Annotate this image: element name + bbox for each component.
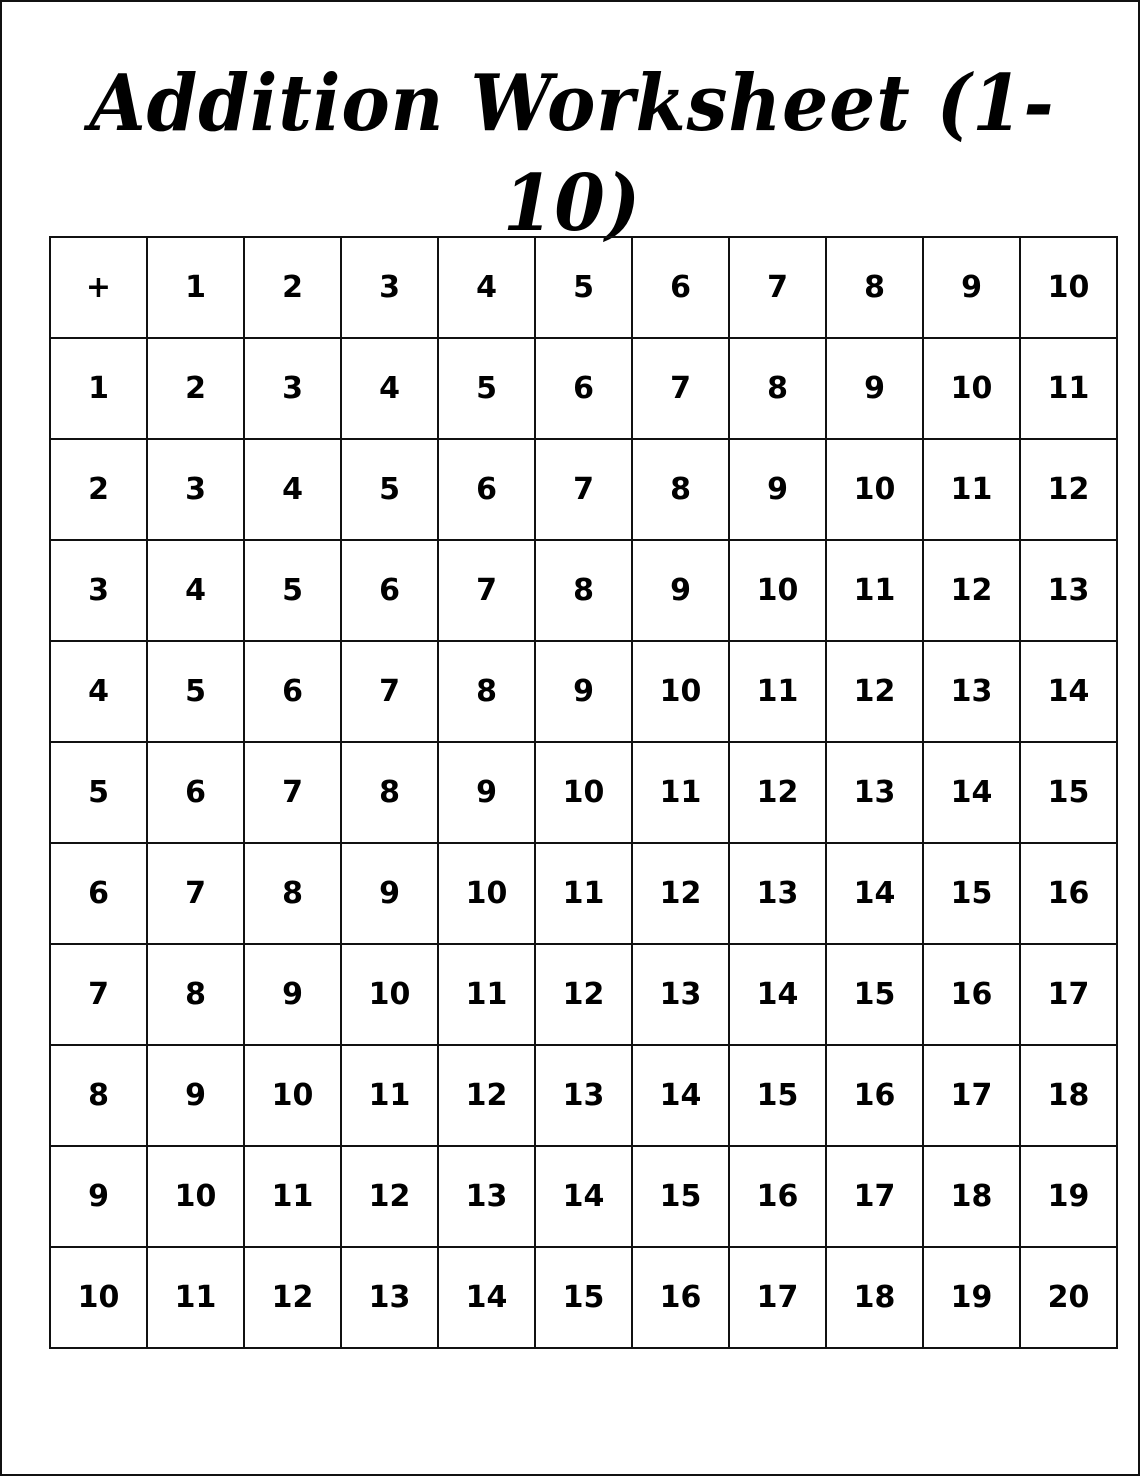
sum-cell: 9 [341,843,438,944]
sum-cell: 14 [632,1045,729,1146]
sum-cell: 5 [244,540,341,641]
sum-cell: 7 [632,338,729,439]
sum-cell: 12 [244,1247,341,1348]
sum-cell: 4 [147,540,244,641]
sum-cell: 13 [1020,540,1117,641]
table-row [50,944,1117,1045]
sum-cell: 7 [244,742,341,843]
sum-cell: 20 [1020,1247,1117,1348]
sum-cell: 6 [438,439,535,540]
sum-cell: 15 [632,1146,729,1247]
table-row [50,439,1117,540]
sum-cell: 9 [438,742,535,843]
sum-cell: 10 [923,338,1020,439]
sum-cell: 14 [826,843,923,944]
sum-cell: 9 [826,338,923,439]
sum-cell: 7 [438,540,535,641]
sum-cell: 11 [826,540,923,641]
sum-cell: 6 [535,338,632,439]
sum-cell: 4 [244,439,341,540]
sum-cell: 10 [826,439,923,540]
row-header-cell: 10 [50,1247,147,1348]
sum-cell: 19 [1020,1146,1117,1247]
column-header-cell: 3 [341,237,438,338]
column-header-cell: 1 [147,237,244,338]
header-row [50,237,1117,338]
sum-cell: 13 [826,742,923,843]
sum-cell: 16 [826,1045,923,1146]
sum-cell: 10 [147,1146,244,1247]
sum-cell: 19 [923,1247,1020,1348]
sum-cell: 14 [729,944,826,1045]
sum-cell: 16 [1020,843,1117,944]
sum-cell: 12 [729,742,826,843]
sum-cell: 11 [438,944,535,1045]
sum-cell: 10 [341,944,438,1045]
sum-cell: 14 [1020,641,1117,742]
sum-cell: 11 [923,439,1020,540]
sum-cell: 10 [729,540,826,641]
worksheet-title: Addition Worksheet (1-10) [89,58,1055,249]
sum-cell: 8 [147,944,244,1045]
sum-cell: 10 [632,641,729,742]
table-row [50,1045,1117,1146]
sum-cell: 7 [147,843,244,944]
column-header-cell: 4 [438,237,535,338]
sum-cell: 11 [244,1146,341,1247]
sum-cell: 13 [632,944,729,1045]
sum-cell: 9 [535,641,632,742]
sum-cell: 8 [438,641,535,742]
sum-cell: 9 [244,944,341,1045]
table-row [50,338,1117,439]
sum-cell: 12 [438,1045,535,1146]
sum-cell: 13 [729,843,826,944]
sum-cell: 10 [244,1045,341,1146]
corner-plus-cell: + [50,237,147,338]
row-header-cell: 4 [50,641,147,742]
column-header-cell: 7 [729,237,826,338]
sum-cell: 12 [826,641,923,742]
row-header-cell: 9 [50,1146,147,1247]
sum-cell: 11 [1020,338,1117,439]
sum-cell: 9 [729,439,826,540]
sum-cell: 17 [729,1247,826,1348]
sum-cell: 11 [632,742,729,843]
sum-cell: 18 [1020,1045,1117,1146]
sum-cell: 7 [341,641,438,742]
row-header-cell: 5 [50,742,147,843]
column-header-cell: 10 [1020,237,1117,338]
sum-cell: 15 [729,1045,826,1146]
sum-cell: 15 [923,843,1020,944]
table-row [50,540,1117,641]
sum-cell: 3 [244,338,341,439]
sum-cell: 5 [438,338,535,439]
row-header-cell: 2 [50,439,147,540]
sum-cell: 17 [1020,944,1117,1045]
row-header-cell: 1 [50,338,147,439]
row-header-cell: 8 [50,1045,147,1146]
sum-cell: 3 [147,439,244,540]
sum-cell: 14 [438,1247,535,1348]
row-header-cell: 3 [50,540,147,641]
sum-cell: 6 [341,540,438,641]
addition-table [49,236,1118,1349]
sum-cell: 9 [632,540,729,641]
row-header-cell: 7 [50,944,147,1045]
sum-cell: 8 [244,843,341,944]
sum-cell: 13 [535,1045,632,1146]
sum-cell: 16 [923,944,1020,1045]
sum-cell: 13 [923,641,1020,742]
table-row [50,843,1117,944]
sum-cell: 10 [535,742,632,843]
sum-cell: 11 [147,1247,244,1348]
sum-cell: 14 [923,742,1020,843]
sum-cell: 6 [147,742,244,843]
table-row [50,742,1117,843]
sum-cell: 15 [535,1247,632,1348]
column-header-cell: 9 [923,237,1020,338]
sum-cell: 8 [729,338,826,439]
table-row [50,1146,1117,1247]
sum-cell: 6 [244,641,341,742]
sum-cell: 18 [923,1146,1020,1247]
sum-cell: 15 [1020,742,1117,843]
column-header-cell: 2 [244,237,341,338]
sum-cell: 18 [826,1247,923,1348]
sum-cell: 17 [923,1045,1020,1146]
sum-cell: 10 [438,843,535,944]
sum-cell: 11 [729,641,826,742]
sum-cell: 2 [147,338,244,439]
table-row [50,641,1117,742]
sum-cell: 12 [632,843,729,944]
column-header-cell: 5 [535,237,632,338]
sum-cell: 8 [341,742,438,843]
sum-cell: 12 [341,1146,438,1247]
sum-cell: 12 [535,944,632,1045]
sum-cell: 5 [147,641,244,742]
sum-cell: 13 [341,1247,438,1348]
sum-cell: 17 [826,1146,923,1247]
sum-cell: 5 [341,439,438,540]
column-header-cell: 8 [826,237,923,338]
sum-cell: 8 [632,439,729,540]
sum-cell: 11 [341,1045,438,1146]
sum-cell: 15 [826,944,923,1045]
sum-cell: 8 [535,540,632,641]
sum-cell: 11 [535,843,632,944]
sum-cell: 13 [438,1146,535,1247]
sum-cell: 16 [729,1146,826,1247]
table-row [50,1247,1117,1348]
sum-cell: 12 [923,540,1020,641]
sum-cell: 16 [632,1247,729,1348]
sum-cell: 4 [341,338,438,439]
sum-cell: 9 [147,1045,244,1146]
row-header-cell: 6 [50,843,147,944]
sum-cell: 7 [535,439,632,540]
sum-cell: 14 [535,1146,632,1247]
sum-cell: 12 [1020,439,1117,540]
column-header-cell: 6 [632,237,729,338]
